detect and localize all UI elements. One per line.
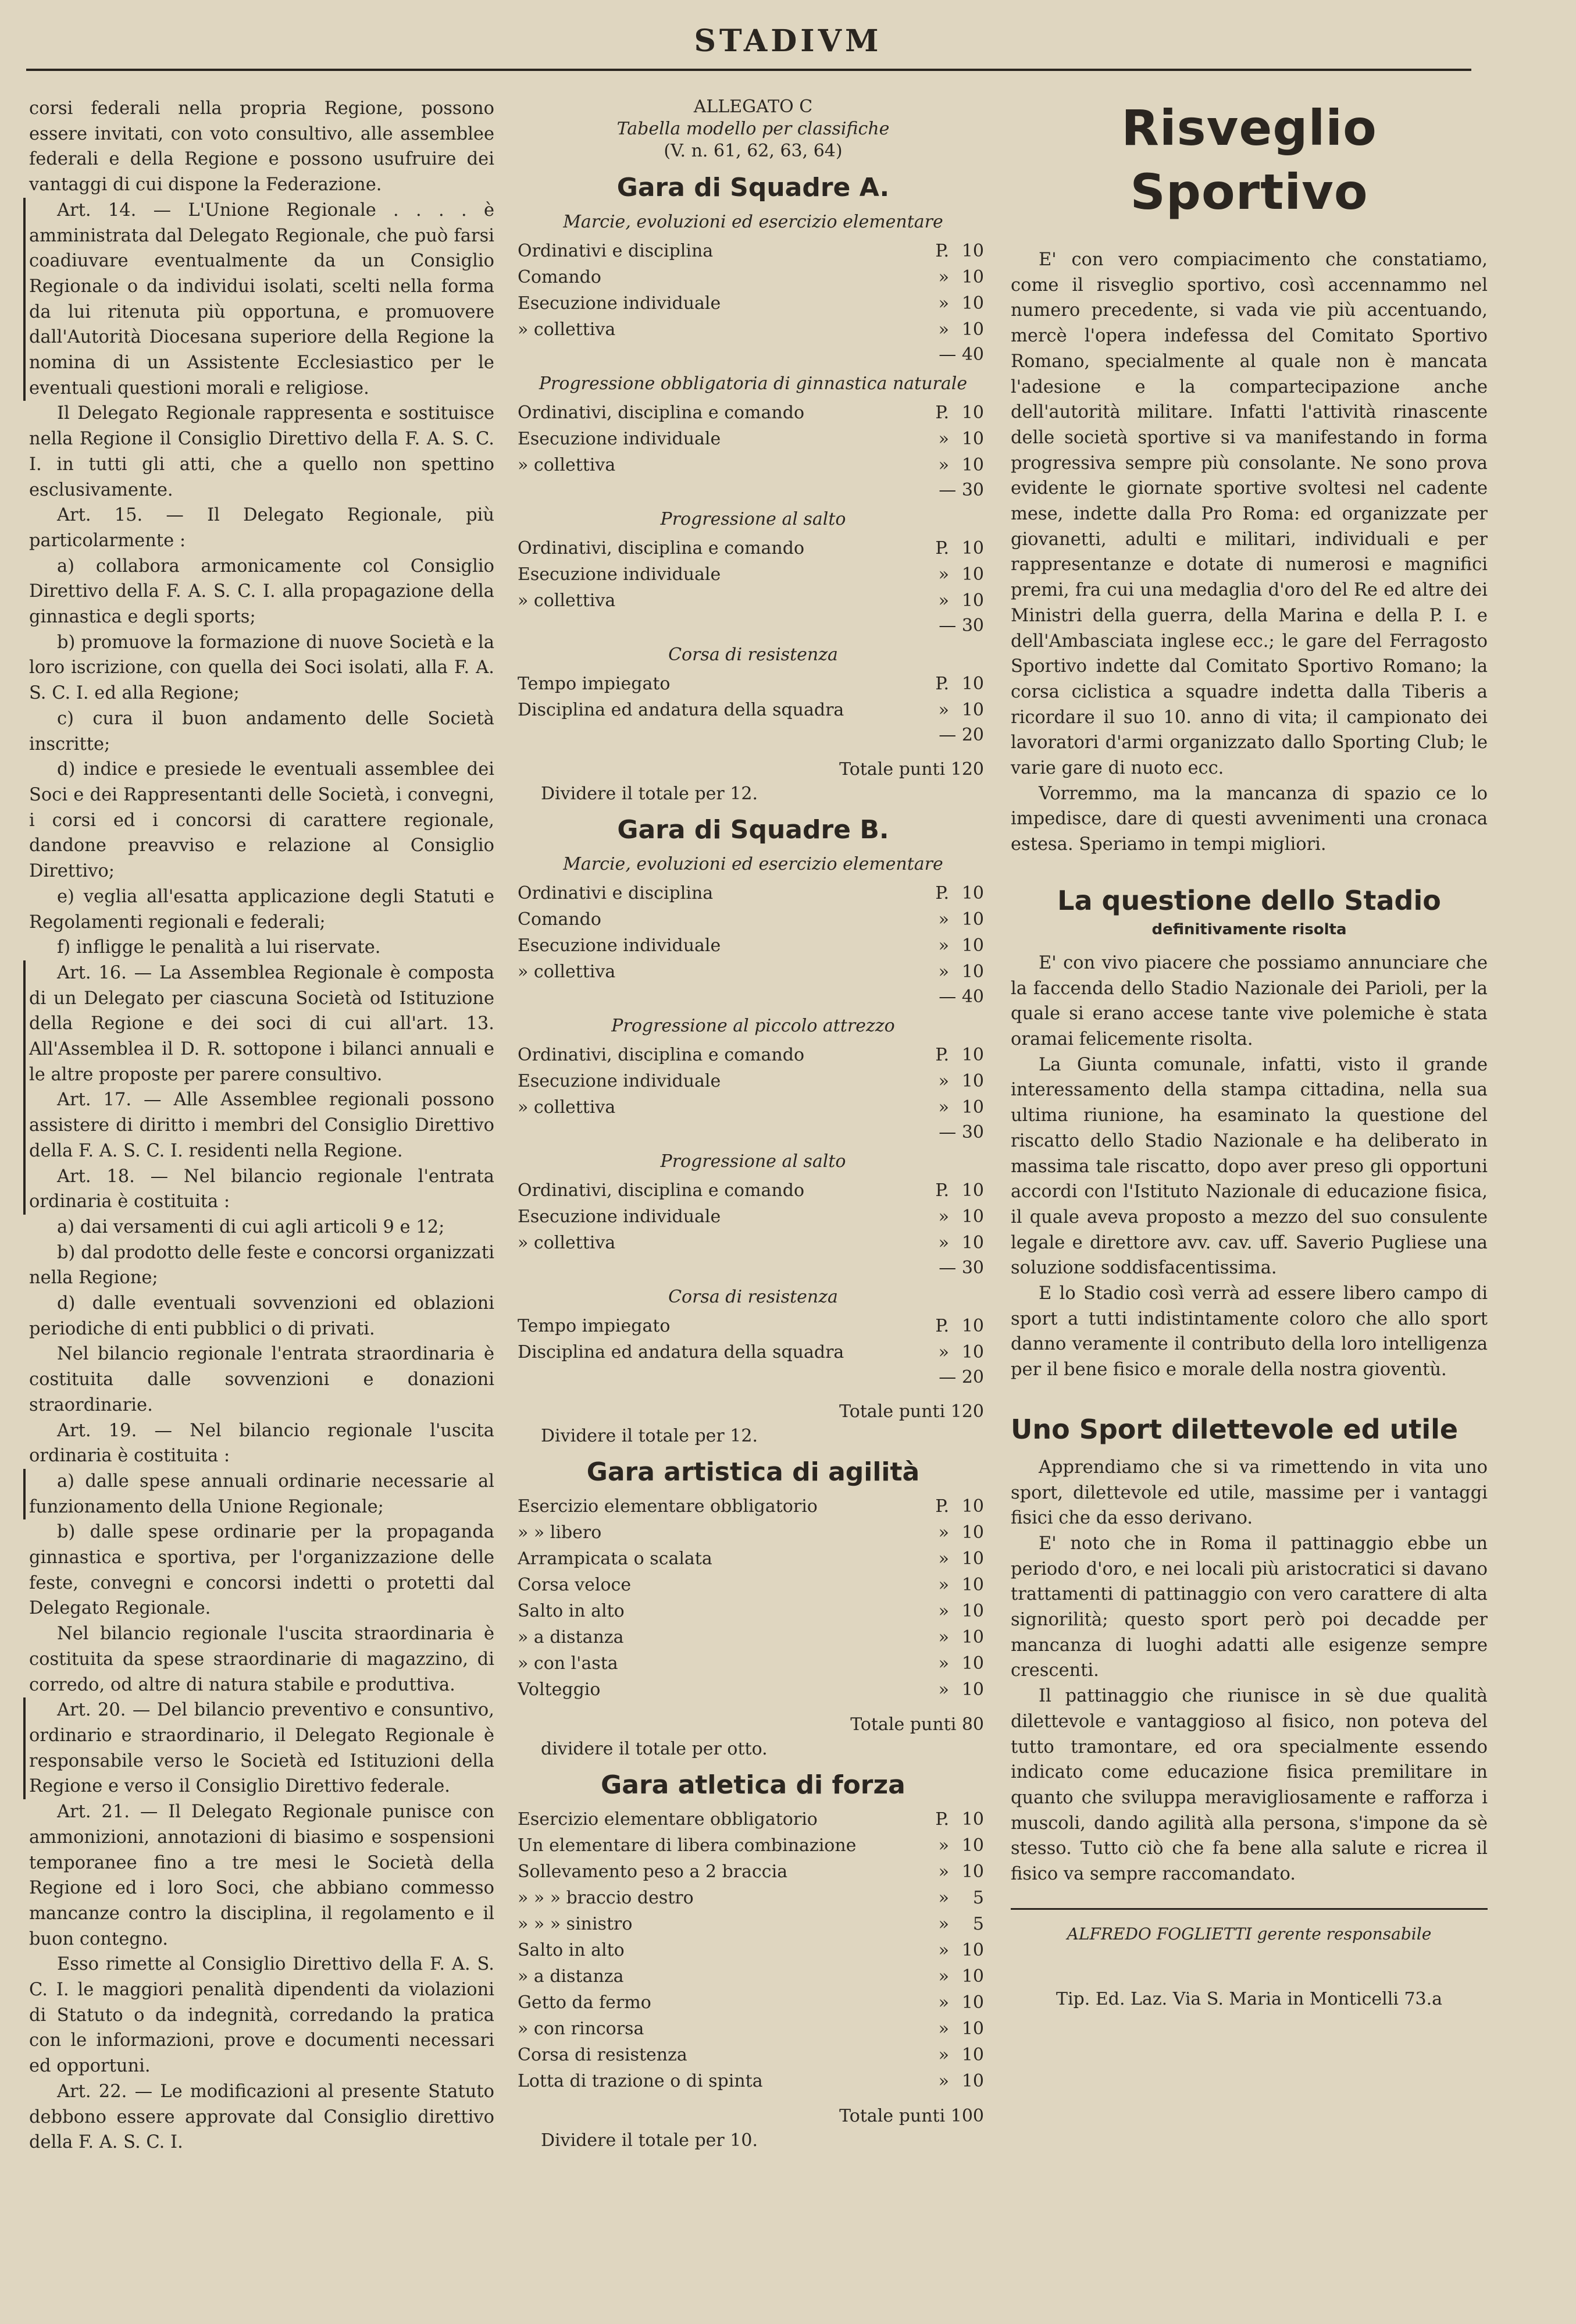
row-marker: P. [935, 538, 949, 558]
row-marker: P. [935, 1045, 949, 1065]
score-row [518, 1859, 989, 1885]
score-row [518, 1650, 989, 1677]
paragraph: E' noto che in Roma il pattinaggio ebbe un periodo d'oro, e nei locali più aristocratici si davano trattamenti di pattinaggio con vero carattere di alta signorilità; questo sport però poi decadde per mancanza di luoghi adatti alle esigenze sempre crescenti. [1011, 1533, 1488, 1681]
row-points: 10 [961, 1097, 984, 1117]
row-marker: » [938, 1342, 949, 1362]
row-label: Salto in alto [518, 1940, 625, 1960]
row-marker: » [938, 1071, 949, 1091]
row-marker: P. [935, 1496, 949, 1517]
row-label: Un elementare di libera combinazione [518, 1835, 857, 1856]
table-total: Totale punti 80 [850, 1714, 984, 1735]
row-label: » collettiva [518, 319, 616, 340]
row-marker: » [938, 1966, 949, 1987]
row-points: 10 [961, 455, 984, 475]
row-points: 10 [961, 538, 984, 558]
column-tabelle [518, 96, 989, 2152]
paragraph: Art. 14. — L'Unione Regionale . . . . è amministrata dal Delegato Regionale, che può farsi coadiuvare eventualmente da un Consiglio Regionale o da individui isolati, scelti nella forma da lui ritenuta più opportuna, e promuovere dall'Autorità Diocesana superiore della Regione la nomina di un Assistente Ecclesiastico per le eventuali questioni morali e religiose. [29, 200, 494, 398]
paragraph: E' con vivo piacere che possiamo annunciare che la faccenda dello Stadio Nazionale dei Parioli, per la quale si erano accese tante vive polemiche è stata oramai felicemente risolta. [1011, 952, 1488, 1049]
row-label: Esecuzione individuale [518, 1071, 721, 1091]
section-subtotal: — 30 [939, 615, 984, 636]
row-label: Esercizio elementare obbligatorio [518, 1496, 818, 1517]
row-marker: » [938, 1888, 949, 1908]
row-points: 10 [961, 909, 984, 930]
score-row [518, 452, 989, 478]
score-row [518, 959, 989, 985]
list-item: b) dal prodotto delle feste e concorsi organizzati nella Regione; [29, 1242, 494, 1289]
row-label: » collettiva [518, 962, 616, 982]
score-row [518, 1042, 989, 1068]
row-label: Ordinativi, disciplina e comando [518, 538, 805, 558]
row-points: 10 [961, 935, 984, 956]
row-label: Getto da fermo [518, 1992, 651, 2013]
row-points: 10 [961, 1679, 984, 1700]
table-title: Gara di Squadre B. [617, 815, 889, 845]
footer-rule [1011, 1908, 1488, 1910]
row-marker: » [938, 1522, 949, 1543]
row-marker: » [938, 935, 949, 956]
row-points: 10 [961, 1045, 984, 1065]
row-points: 10 [961, 1549, 984, 1569]
score-row [518, 535, 989, 561]
row-label: » con l'asta [518, 1653, 618, 1674]
score-row [518, 1885, 989, 1911]
row-marker: P. [935, 1316, 949, 1336]
row-label: Ordinativi e disciplina [518, 883, 714, 903]
score-row [518, 1963, 989, 1990]
score-row [518, 588, 989, 614]
row-points: 10 [961, 564, 984, 585]
paragraph: Art. 17. — Alle Assemblee regionali possono assistere di diritto i membri del Consiglio Direttivo della F. A. S. C. I. residenti nella Regione. [29, 1090, 494, 1161]
row-marker: P. [935, 403, 949, 423]
row-label: Ordinativi, disciplina e comando [518, 403, 805, 423]
allegato-heading: ALLEGATO C [693, 97, 813, 117]
row-points: 10 [961, 403, 984, 423]
row-label: Salto in alto [518, 1601, 625, 1621]
section-subtotal: — 30 [939, 480, 984, 500]
score-row [518, 1519, 989, 1546]
row-marker: » [938, 2019, 949, 2039]
row-marker: » [938, 564, 949, 585]
row-label: Esecuzione individuale [518, 564, 721, 585]
row-points: 10 [961, 1627, 984, 1647]
paragraph: Art. 20. — Del bilancio preventivo e consuntivo, ordinario e straordinario, il Delegato Regionale è responsabile verso le Società ed Istituzioni della Regione e verso il Consiglio Direttivo federale. [29, 1700, 494, 1797]
score-row [518, 1493, 989, 1519]
score-row [518, 290, 989, 316]
row-points: 10 [961, 1835, 984, 1856]
article-19-block [23, 1469, 494, 1519]
section-heading: Progressione al salto [660, 509, 846, 529]
row-marker: » [938, 1233, 949, 1253]
row-points: 10 [961, 1233, 984, 1253]
row-label: » a distanza [518, 1627, 624, 1647]
row-label: » collettiva [518, 455, 616, 475]
paragraph: Nel bilancio regionale l'uscita straordinaria è costituita da spese straordinarie di magazzino, di corredo, od altre di natura stabile e produttiva. [29, 1624, 494, 1695]
row-points: 10 [961, 1316, 984, 1336]
row-marker: » [938, 1207, 949, 1227]
row-marker: » [938, 1601, 949, 1621]
score-row [518, 1204, 989, 1230]
row-marker: P. [935, 241, 949, 261]
paragraph: Esso rimette al Consiglio Direttivo della F. A. S. C. I. le maggiori penalità dipendenti da violazioni di Statuto o da indegnità, corredando la pratica con le informazioni, prove e documenti necessari ed opportuni. [29, 1954, 494, 2077]
reference-line: (V. n. 61, 62, 63, 64) [664, 141, 843, 161]
score-row [518, 316, 989, 343]
row-marker: » [938, 909, 949, 930]
section-subtotal: — 40 [939, 344, 984, 365]
row-label: Tempo impiegato [518, 674, 671, 694]
column-statuto [29, 96, 494, 2155]
row-marker: » [938, 429, 949, 449]
paragraph: Art. 15. — Il Delegato Regionale, più particolarmente : [29, 505, 494, 551]
row-points: 10 [961, 1966, 984, 1987]
row-marker: » [938, 1653, 949, 1674]
row-label: » a distanza [518, 1966, 624, 1987]
row-points: 10 [961, 1992, 984, 2013]
section-heading: Corsa di resistenza [668, 645, 838, 665]
row-label: » con rincorsa [518, 2019, 644, 2039]
signature: ALFREDO FOGLIETTI gerente responsabile [1067, 1924, 1432, 1944]
row-points: 10 [961, 267, 984, 287]
section-subtotal: — 30 [939, 1258, 984, 1278]
section-subtotal: — 40 [939, 987, 984, 1007]
score-row [518, 1572, 989, 1598]
row-label: Arrampicata o scalata [518, 1549, 712, 1569]
section-heading: Progressione obbligatoria di ginnastica naturale [539, 373, 968, 394]
row-label: Disciplina ed andatura della squadra [518, 1342, 844, 1362]
row-points: 10 [961, 674, 984, 694]
section-subtotal: — 30 [939, 1122, 984, 1143]
row-marker: » [938, 1940, 949, 1960]
row-label: Esecuzione individuale [518, 293, 721, 314]
row-points: 10 [961, 1071, 984, 1091]
table-total: Totale punti 120 [839, 1401, 984, 1422]
row-label: » » libero [518, 1522, 602, 1543]
row-label: Esecuzione individuale [518, 935, 721, 956]
row-points: 10 [961, 1342, 984, 1362]
row-marker: » [938, 962, 949, 982]
row-marker: » [938, 1862, 949, 1882]
row-marker: » [938, 1097, 949, 1117]
table-total: Totale punti 100 [839, 2106, 984, 2126]
paragraph: Art. 21. — Il Delegato Regionale punisce con ammonizioni, annotazioni di biasimo e sospensioni temporanee fino a tre mesi le Società della Regione ed i loro Soci, che abbiano commesso mancanze contro la disciplina, il regolamento e il buon contegno. [29, 1802, 494, 1949]
row-points: 10 [961, 1207, 984, 1227]
row-points: 10 [961, 1653, 984, 1674]
score-row [518, 671, 989, 697]
row-label: » » » braccio destro [518, 1888, 694, 1908]
paragraph: E' con vero compiacimento che constatiamo, come il risveglio sportivo, così accennammo nel numero precedente, si vada vie più accentuando, mercè l'opera indefessa del Comitato Sportivo Romano, specialmente al quale non è mancata l'adesione e la compartecipazione anche dell'autorità militare. Infatti l'attività rinascente delle società sportive si va manifestando in forma progressiva sempre più consolante. Ne sono prova evidente le giornate sportive svoltesi nel cadente mese, indette dalla Pro Roma: ed organizzate per giovanetti, adulti e militari, individuali e per rappresentanze e dotate di numerosi e magnifici premi, fra cui una medaglia d'oro del Re ed altre dei Ministri della guerra, della Marina e della P. I. e dell'Ambasciata inglese ecc.; le gare del Ferragosto Sportivo indette dal Comitato Sportivo Romano; la corsa ciclistica a squadre indetta dalla Tiberis a ricordare il suo 10. anno di vita; il campionato dei lavoratori d'armi organizzato dallo Sporting Club; le varie gare di nuoto ecc. [1011, 250, 1488, 779]
table-divisor: dividere il totale per otto. [541, 1739, 768, 1759]
row-label: » collettiva [518, 590, 616, 611]
score-row [518, 1677, 989, 1703]
row-marker: » [938, 455, 949, 475]
section-heading: Progressione al salto [660, 1151, 846, 1172]
row-points: 10 [961, 2071, 984, 2091]
paragraph: Il Delegato Regionale rappresenta e sostituisce nella Regione il Consiglio Direttivo della F. A. S. C. I. in tutti gli atti, che a quello non spettino esclusivamente. [29, 403, 494, 500]
row-label: » collettiva [518, 1233, 616, 1253]
row-label: Esecuzione individuale [518, 429, 721, 449]
table-title: Gara di Squadre A. [616, 173, 890, 202]
paragraph: Nel bilancio regionale l'entrata straordinaria è costituita dalle sovvenzioni e donazioni straordinarie. [29, 1344, 494, 1415]
row-points: 10 [961, 590, 984, 611]
section-heading: Progressione al piccolo attrezzo [611, 1016, 895, 1036]
row-points: 10 [961, 1522, 984, 1543]
score-row [518, 1598, 989, 1624]
row-label: Ordinativi e disciplina [518, 241, 714, 261]
row-label: Tempo impiegato [518, 1316, 671, 1336]
list-item: a) collabora armonicamente col Consiglio Direttivo della F. A. S. C. I. alla propagazione della ginnastica e degli sports; [29, 556, 494, 628]
score-tables [518, 170, 989, 2152]
table-divisor: Dividere il totale per 10. [541, 2130, 758, 2151]
row-label: » collettiva [518, 1097, 616, 1117]
row-points: 10 [961, 700, 984, 720]
row-label: Comando [518, 909, 601, 930]
list-item: d) indice e presiede le eventuali assemblee dei Soci e dei Rappresentanti delle Società, i convegni, i corsi ed i concorsi di carattere regionale, dandone preavviso e relazione al Consiglio Direttivo; [29, 759, 494, 882]
list-item: d) dalle eventuali sovvenzioni ed oblazioni periodiche di enti pubblici o di privati. [29, 1293, 494, 1339]
score-row [518, 906, 989, 933]
paragraph: Il pattinaggio che riunisce in sè due qualità dilettevole e vantaggioso al fisico, non poteva del tutto tramontare, ed ora specialmente essendo indicato come educazione fisica premilitare in quanto che sviluppa meravigliosamente e rafforza i muscoli, dando agilità alla persona, s'impone da sè stesso. Tutto ciò che fa bene alla salute e ricrea il fisico va sempre raccomandato. [1011, 1686, 1488, 1885]
tabella-subheading: Tabella modello per classifiche [616, 119, 890, 139]
section-heading: Corsa di resistenza [668, 1287, 838, 1307]
score-row [518, 1068, 989, 1094]
paragraph: E lo Stadio così verrà ad essere libero campo di sport a tutti indistintamente coloro che allo sport danno veramente il contributo della loro intelligenza per il bene fisico e morale della nostra gioventù. [1011, 1283, 1488, 1380]
section-heading: Marcie, evoluzioni ed esercizio elementare [563, 854, 943, 874]
row-marker: » [938, 1835, 949, 1856]
imprint: Tip. Ed. Laz. Via S. Maria in Monticelli 73.a [1056, 1988, 1443, 2009]
score-row [518, 1094, 989, 1120]
paragraph: Vorremmo, ma la mancanza di spazio ce lo impedisce, dare di questi avvenimenti una cronaca estesa. Speriamo in tempi migliori. [1011, 783, 1488, 855]
table-divisor: Dividere il totale per 12. [541, 1426, 758, 1446]
score-row [518, 1937, 989, 1963]
score-row [518, 1832, 989, 1859]
score-row [518, 1177, 989, 1204]
score-row [518, 561, 989, 588]
paragraph: corsi federali nella propria Regione, possono essere invitati, con voto consultivo, alle assemblee federali e della Regione e possono usufruire dei vantaggi di cui dispone la Federazione. [29, 98, 494, 195]
list-item: b) dalle spese ordinarie per la propaganda ginnastica e sportiva, per l'organizzazione delle feste, convegni e concorsi indetti o protetti dal Delegato Regionale. [29, 1522, 494, 1619]
table-total: Totale punti 120 [839, 759, 984, 780]
row-points: 10 [961, 293, 984, 314]
paragraph: Apprendiamo che si va rimettendo in vita uno sport, dilettevole ed utile, massime per i vantaggi fisici che da esso derivano. [1011, 1457, 1488, 1529]
section-subtotal: — 20 [939, 1367, 984, 1387]
score-row [518, 1911, 989, 1937]
article-title-risveglio: Risveglio Sportivo [1121, 99, 1377, 220]
list-item: c) cura il buon andamento delle Società inscritte; [29, 708, 494, 755]
row-label: Corsa di resistenza [518, 2045, 687, 2065]
row-points: 10 [961, 962, 984, 982]
row-marker: » [938, 319, 949, 340]
table-title: Gara atletica di forza [601, 1770, 905, 1800]
section-heading: Marcie, evoluzioni ed esercizio elementare [563, 212, 943, 232]
row-marker: » [938, 1627, 949, 1647]
table-title: Gara artistica di agilità [586, 1457, 920, 1487]
score-row [518, 1230, 989, 1256]
row-marker: P. [935, 674, 949, 694]
row-label: » » » sinistro [518, 1914, 633, 1934]
row-marker: P. [935, 1180, 949, 1201]
table-divisor: Dividere il totale per 12. [541, 784, 758, 804]
score-row [518, 2042, 989, 2068]
row-marker: » [938, 2071, 949, 2091]
list-item: b) promuove la formazione di nuove Società e la loro iscrizione, con quella dei Soci isolati, alla F. A. S. C. I. ed alla Regione; [29, 632, 494, 704]
paragraph: Art. 22. — Le modificazioni al presente Statuto debbono essere approvate dal Consiglio direttivo della F. A. S. C. I. [29, 2081, 494, 2153]
row-points: 10 [961, 1940, 984, 1960]
score-row [518, 1806, 989, 1832]
score-row [518, 880, 989, 906]
row-points: 10 [961, 429, 984, 449]
list-item: a) dai versamenti di cui agli articoli 9 e 12; [57, 1216, 445, 1237]
row-label: Corsa veloce [518, 1575, 632, 1595]
row-points: 10 [961, 2045, 984, 2065]
row-label: Esecuzione individuale [518, 1207, 721, 1227]
row-marker: P. [935, 1809, 949, 1830]
score-row [518, 933, 989, 959]
article-title-stadio: La questione dello Stadio [1057, 884, 1441, 916]
section-subtotal: — 20 [939, 725, 984, 745]
row-label: Comando [518, 267, 601, 287]
score-row [518, 1990, 989, 2016]
article-subtitle-stadio: definitivamente risolta [1151, 920, 1347, 938]
masthead: STADIVM [694, 23, 882, 59]
row-points: 10 [961, 1601, 984, 1621]
row-points: 10 [961, 883, 984, 903]
list-item: f) infligge le penalità a lui riservate. [57, 937, 381, 958]
row-marker: P. [935, 883, 949, 903]
row-label: Lotta di trazione o di spinta [518, 2071, 763, 2091]
row-points: 5 [972, 1914, 984, 1934]
row-marker: » [938, 1575, 949, 1595]
article-14-block [23, 198, 494, 401]
row-marker: » [938, 267, 949, 287]
row-marker: » [938, 590, 949, 611]
article-16-block [23, 960, 494, 1215]
column-articoli [1011, 96, 1488, 2011]
score-row [518, 264, 989, 290]
row-points: 10 [961, 1862, 984, 1882]
row-label: Ordinativi, disciplina e comando [518, 1180, 805, 1201]
masthead-rule [26, 69, 1471, 71]
row-marker: » [938, 1679, 949, 1700]
row-label: Disciplina ed andatura della squadra [518, 700, 844, 720]
score-row [518, 1313, 989, 1339]
row-points: 10 [961, 1575, 984, 1595]
score-row [518, 2068, 989, 2094]
article-20-block [23, 1697, 494, 1799]
row-points: 10 [961, 1809, 984, 1830]
list-item: e) veglia all'esatta applicazione degli Statuti e Regolamenti regionali e federali; [29, 886, 494, 933]
row-points: 10 [961, 241, 984, 261]
row-marker: » [938, 1549, 949, 1569]
paragraph: Art. 18. — Nel bilancio regionale l'entrata ordinaria è costituita : [29, 1166, 494, 1212]
score-row [518, 1339, 989, 1365]
article-title-sport: Uno Sport dilettevole ed utile [1011, 1413, 1459, 1445]
row-marker: » [938, 293, 949, 314]
score-row [518, 1624, 989, 1650]
row-marker: » [938, 2045, 949, 2065]
row-label: Esercizio elementare obbligatorio [518, 1809, 818, 1830]
paragraph: Art. 19. — Nel bilancio regionale l'uscita ordinaria è costituita : [29, 1420, 494, 1467]
row-marker: » [938, 1992, 949, 2013]
row-label: Ordinativi, disciplina e comando [518, 1045, 805, 1065]
row-points: 5 [972, 1888, 984, 1908]
row-points: 10 [961, 1496, 984, 1517]
paragraph: Art. 16. — La Assemblea Regionale è composta di un Delegato per ciascuna Società od Istituzione della Regione e dei soci di cui all'art. 13. All'Assemblea il D. R. sottopone i bilanci annuali e le altre proposte per parere consultivo. [29, 962, 494, 1085]
row-points: 10 [961, 1180, 984, 1201]
row-points: 10 [961, 2019, 984, 2039]
list-item: a) dalle spese annuali ordinarie necessarie al funzionamento della Unione Regionale; [29, 1471, 494, 1517]
score-row [518, 400, 989, 426]
paragraph: La Giunta comunale, infatti, visto il grande interessamento della stampa cittadina, nella sua ultima riunione, ha esaminato la questione del riscatto dello Stadio Nazionale e ha deliberato in massima tale riscatto, dopo aver preso gli opportuni accordi con l'Istituto Nazionale di educazione fisica, il quale aveva proposto a mezzo del suo consulente legale e direttore avv. cav. uff. Saverio Pugliese una soluzione soddisfacentissima. [1011, 1054, 1488, 1279]
row-label: Volteggio [518, 1679, 601, 1700]
row-points: 10 [961, 319, 984, 340]
score-row [518, 426, 989, 452]
score-row [518, 1546, 989, 1572]
row-marker: » [938, 1914, 949, 1934]
score-row [518, 2016, 989, 2042]
row-marker: » [938, 700, 949, 720]
row-label: Sollevamento peso a 2 braccia [518, 1862, 788, 1882]
score-row [518, 238, 989, 264]
score-row [518, 697, 989, 723]
